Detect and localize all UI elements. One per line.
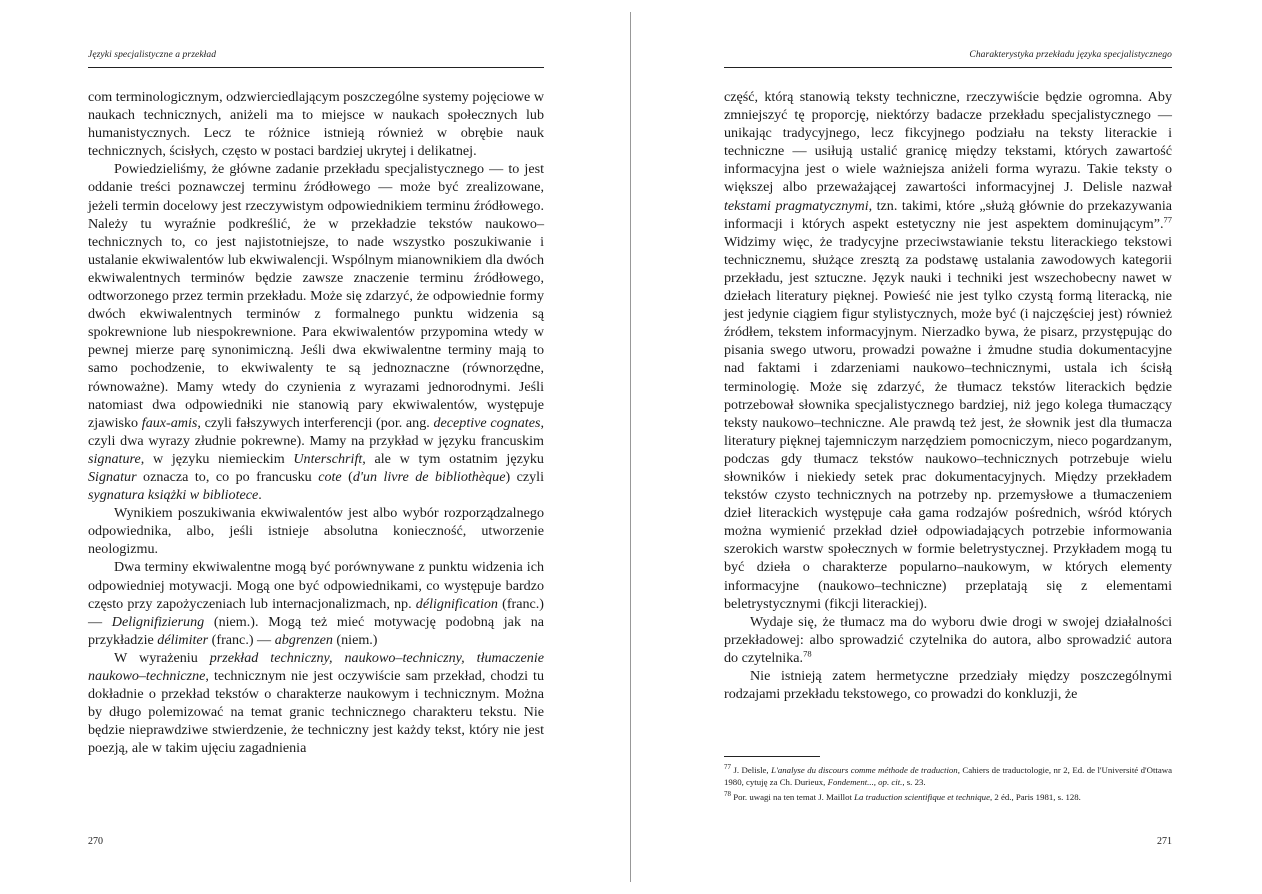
left-page-body: [88, 88, 544, 757]
running-head-left: Języki specjalistyczne a przekład: [88, 50, 217, 60]
left-page-paragraph: Wynikiem poszukiwania ekwiwalentów jest albo wybór rozporządzalnego odpowiednika, albo, jeśli istnieje absolutna konieczność, utworzenie neologizmu.: [88, 505, 544, 558]
book-gutter: [630, 12, 631, 882]
footnote-77: [724, 761, 1172, 788]
left-page-paragraph: Powiedzieliśmy, że główne zadanie przekładu specjalistycznego — to jest oddanie treści poznawczej terminu źródłowego — może być zrealizowane, jeżeli termin docelowy jest rzeczywistym odpowiednikiem terminu źródłowego. Należy tu wyraźnie podkreślić, że w przekładzie tekstów naukowo–technicznych to, co jest najistotniejsze, to nade wszystko poszukiwanie i ustalanie ekwiwalentów lub ekwiwalencji. Wspólnym mianownikiem dla dwóch ekwiwalentnych terminów będzie zawsze znaczenie terminu źródłowego, odtworzonego przez termin przekładu. Może się zdarzyć, że odpowiednie formy dwóch ekwiwalentnych terminów z formalnego punktu widzenia są spokrewnione lub niespokrewnione. Para ekwiwalentów przypomina wtedy w pewnej mierze parę synonimiczną. Jeśli dwa ekwiwalentne terminy mają to samo pochodzenie, to ekwiwalenty te są jednoznaczne (równorzędne, równoważne). Mamy wtedy do czynienia z wyrazami jednorodnymi. Jeśli natomiast dwa odpowiedniki nie stanowią pary ekwiwalentów, występuje zjawisko faux-amis, czyli fałszywych interferencji (por. ang. deceptive cognates, czyli dwa wyrazy złudnie pokrewne). Mamy na przykład w języku francuskim signature, w języku niemieckim Unterschrift, ale w tym ostatnim języku Signatur oznacza to, co po francusku cote (d'un livre de bibliothèque) czyli sygnatura książki w bibliotece.: [88, 161, 545, 504]
footnote-number: 77: [724, 763, 731, 771]
left-page: [88, 0, 544, 894]
footnote-78: [724, 788, 1172, 803]
footnote-text: J. Delisle, L'analyse du discours comme méthode de traduction, Cahiers de traductologie, nr 2, Ed. de l'Université d'Ottawa 1980, cytuję za Ch. Durieux, Fondement..., op. cit., s. 23.: [724, 764, 1172, 787]
footnote-number: 78: [724, 789, 731, 798]
footnote-text: Por. uwagi na ten temat J. Maillot La traduction scientifique et technique, 2 éd., Paris 1981, s. 128.: [731, 791, 1081, 802]
right-page-paragraph: Nie istnieją zatem hermetyczne przedziały między poszczególnymi rodzajami przekładu tekstowego, co prowadzi do konkluzji, że: [724, 668, 1172, 703]
header-rule-left: [88, 67, 544, 68]
right-page-body: [724, 88, 1172, 703]
left-page-paragraph: com terminologicznym, odzwierciedlającym poszczególne systemy pojęciowe w naukach technicznych, aniżeli ma to miejsce w naukach społecznych lub humanistycznych. Lecz te różnice istnieją również w obrębie nauk technicznych, ścisłych, często w postaci bardziej ukrytej i delikatnej.: [88, 89, 544, 160]
page-number-left: 270: [88, 836, 103, 847]
page-number-right: 271: [1157, 836, 1172, 847]
footnotes: [724, 761, 1172, 803]
right-page-paragraph: część, którą stanowią teksty techniczne, rzeczywiście będzie ogromna. Aby zmniejszyć tę proporcję, niektórzy badacze przekładu specjalistycznego — unikając tradycyjnego, lecz fikcyjnego podziału na teksty literackie i techniczne — usiłują ustalić granicę między tekstami, których zawartość informacyjna jest o wiele ważniejsza aniżeli forma wyrazu. Takie teksty o większej albo przeważającej zawartości informacyjnej J. Delisle nazwał tekstami pragmatycznymi, tzn. takimi, które „służą głównie do przekazywania informacji i których aspekt estetyczny nie jest aspektem dominującym”.$^{77}$ Widzimy więc, że tradycyjne przeciwstawianie tekstu literackiego tekstowi technicznemu, służące zresztą za podstawę ustalania zawodowych kategorii przekładu, jest sztuczne. Język nauki i techniki jest wszechobecny nawet w dziełach literatury pięknej. Powieść nie jest tylko czystą formą literacką, nie jest jedynie ciągiem figur stylistycznych, może być (i najczęściej jest) również źródłem, tekstem informacyjnym. Nierzadko bywa, że pisarz, przystępując do pisania swego utworu, prowadzi poważne i żmudne studia dokumentacyjne nad faktami i zdarzeniami naukowo–technicznymi, ustala ich ścisłą terminologię. Może się zdarzyć, że tłumacz tekstów literackich będzie potrzebował słownika specjalistycznego bardziej, niż jego kolega tłumaczący teksty naukowo–techniczne. Ale prawdą też jest, że słownik jest dla tłumacza literatury pięknej tajemniczym narzędziem pomocniczym, nieco pogardzanym, podczas gdy tłumacz tekstów naukowo–technicznych potrzebuje wielu słowników i niekiedy setek prac dokumentacyjnych. Między przekładem tekstów czysto technicznych na potrzeby np. przemysłowe a tłumaczeniem dzieł literackich występuje cała gama rodzajów pośrednich, wśród których można wymienić przekład dzieł odpowiadających potrzebie informowania szerokich warstw społecznych w formie beletrystycznej. Przykładem mogą tu być dzieła o charakterze popularno–naukowym, w których elementy informacyjne (naukowo–techniczne) przeplatają się z elementami beletrystycznymi (fikcji literackiej).: [724, 89, 1172, 612]
left-page-paragraph: Dwa terminy ekwiwalentne mogą być porównywane z punktu widzenia ich odpowiedniej motywacji. Mogą one być odpowiednikami, co występuje bardzo często przy zapożyczeniach lub internacjonalizmach, np. délignification (franc.) — Delignifizierung (niem.). Mogą też mieć motywację podobną jak na przykładzie délimiter (franc.) — abgrenzen (niem.): [88, 559, 544, 648]
left-page-paragraph: W wyrażeniu przekład techniczny, naukowo–techniczny, tłumaczenie naukowo–techniczne, technicznym nie jest oczywiście sam przekład, chodzi tu dokładnie o przekład tekstów o charakterze naukowym i technicznym. Można by długo polemizować na temat granic technicznego charakteru tekstu. Nie będzie nieprawdziwe stwierdzenie, że techniczny jest każdy tekst, który nie jest poezją, ale w takim ujęciu zagadnienia: [88, 649, 544, 757]
header-rule-right: [724, 67, 1172, 68]
right-page-paragraph: Wydaje się, że tłumacz ma do wyboru dwie drogi w swojej działalności przekładowej: albo sprowadzić czytelnika do autora, albo sprowadzić autora do czytelnika.$^{78}$: [724, 613, 1172, 666]
right-page: [724, 0, 1172, 894]
footnote-rule: [724, 756, 820, 757]
running-head-right: Charakterystyka przekładu języka specjalistycznego: [969, 50, 1172, 60]
